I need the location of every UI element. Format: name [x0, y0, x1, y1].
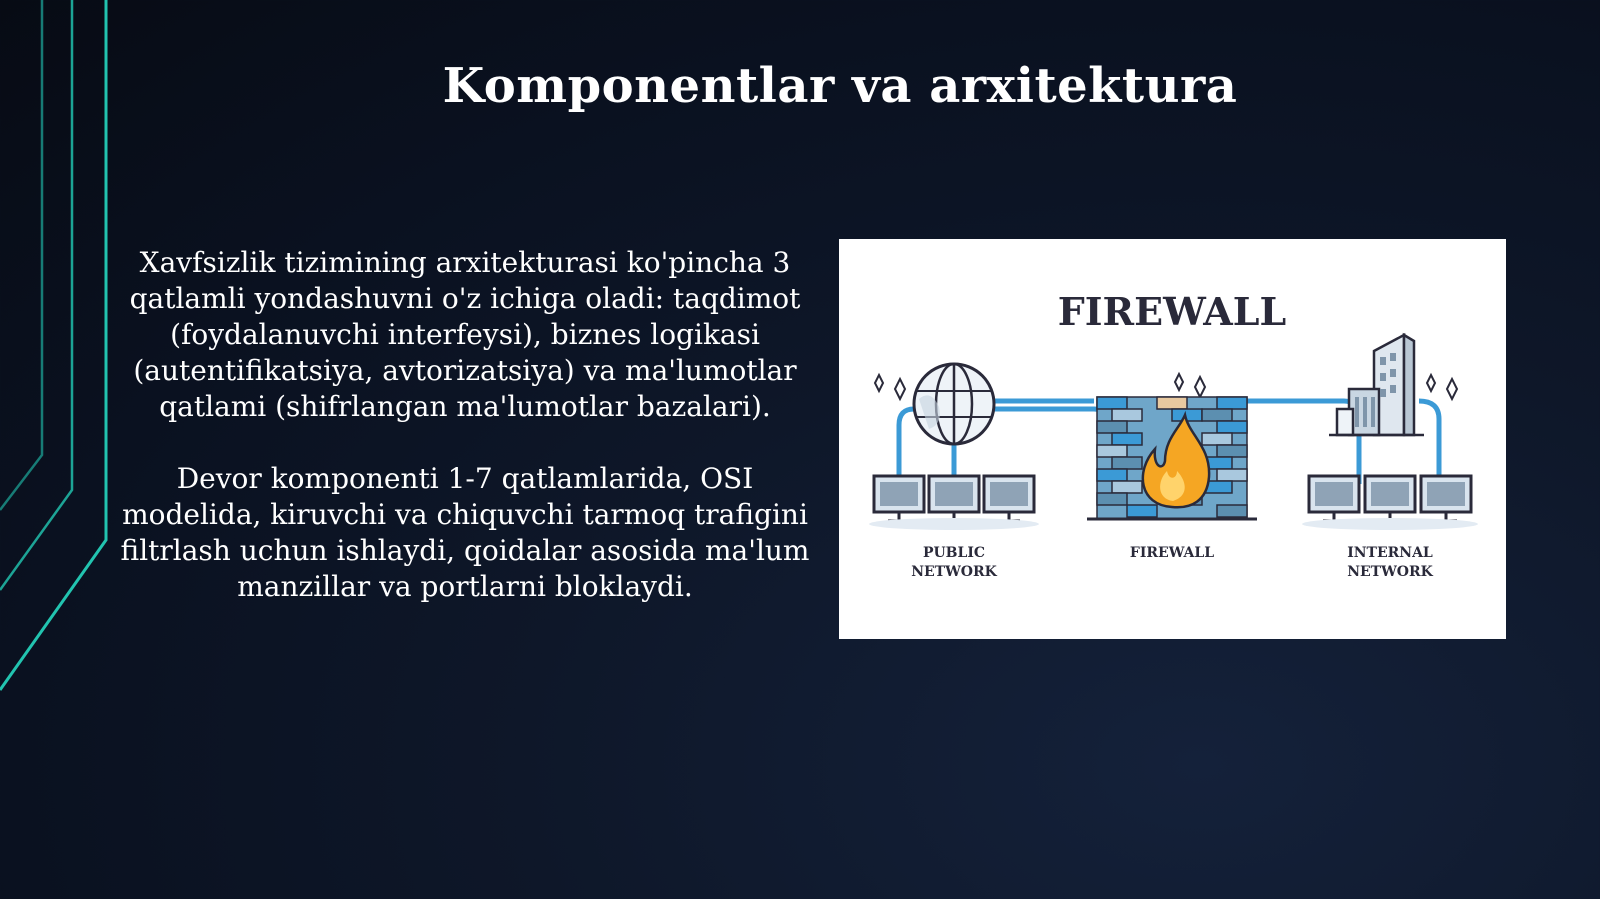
office-building-icon — [1329, 335, 1424, 435]
label-firewall: FIREWALL — [1129, 545, 1215, 561]
paragraph-firewall: Devor komponenti 1-7 qatlamlarida, OSI modelida, kiruvchi va chiquvchi tarmoq trafigini filtrlash uchun ishlaydi, qoidalar asosida ma'lum manzillar va portlarni bloklaydi. — [120, 462, 810, 603]
paragraph-architecture: Xavfsizlik tizimining arxitekturasi ko'pincha 3 qatlamli yondashuvni o'z ichiga oladi: taqdimot (foydalanuvchi interfeysi), biznes logikasi (autentifikatsiya, avtorizatsiya) va ma'lumotlar qatlami (shifrlangan ma'lumotlar bazalari). — [129, 246, 801, 423]
label-internal-network-line2: NETWORK — [1347, 564, 1433, 580]
public-computers-icon — [869, 476, 1039, 530]
slide-body-text — [110, 245, 820, 641]
illustration-heading: FIREWALL — [1057, 289, 1287, 334]
firewall-illustration — [839, 239, 1506, 639]
globe-icon — [914, 364, 994, 444]
label-public-network-line1: PUBLIC — [922, 545, 986, 561]
internal-computers-icon — [1302, 476, 1478, 530]
slide-title: Komponentlar va arxitektura — [442, 58, 1238, 114]
label-public-network-line2: NETWORK — [911, 564, 997, 580]
label-internal-network-line1: INTERNAL — [1347, 545, 1433, 561]
